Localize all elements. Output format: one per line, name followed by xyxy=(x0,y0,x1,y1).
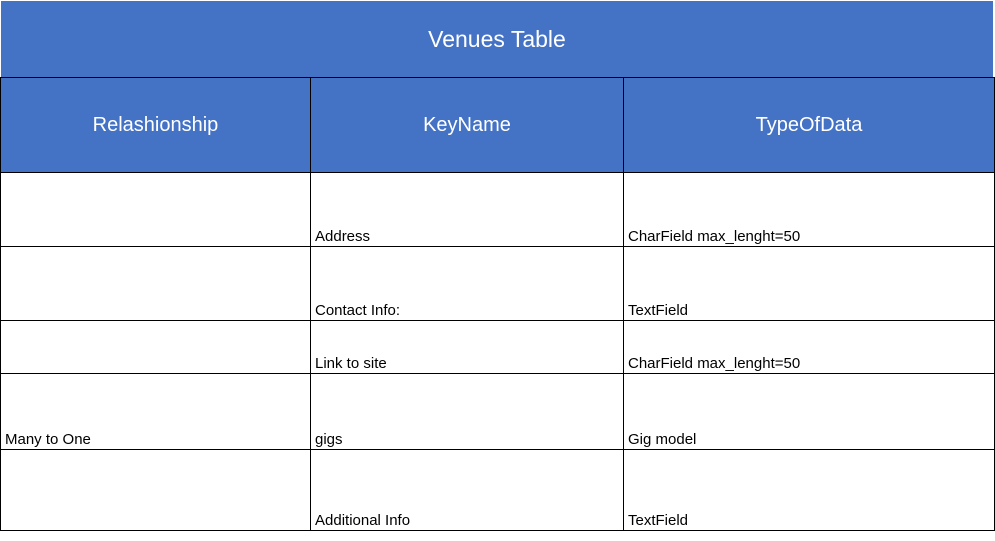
cell-keyname[interactable]: Contact Info: xyxy=(311,247,624,321)
cell-relationship[interactable] xyxy=(1,450,311,531)
cell-relationship[interactable] xyxy=(1,321,311,374)
cell-keyname[interactable]: Address xyxy=(311,173,624,247)
cell-relationship[interactable] xyxy=(1,173,311,247)
cell-relationship[interactable]: Many to One xyxy=(1,374,311,450)
column-header-typeofdata[interactable]: TypeOfData xyxy=(624,78,995,173)
cell-typeofdata[interactable]: CharField max_lenght=50 xyxy=(624,173,995,247)
cell-relationship[interactable] xyxy=(1,247,311,321)
table-row xyxy=(1,247,995,321)
table-title: Venues Table xyxy=(1,1,993,77)
column-header-keyname[interactable]: KeyName xyxy=(311,78,624,173)
table-row xyxy=(1,321,995,374)
table-row xyxy=(1,173,995,247)
cell-keyname[interactable]: Additional Info xyxy=(311,450,624,531)
cell-typeofdata[interactable]: TextField xyxy=(624,247,995,321)
cell-typeofdata[interactable]: TextField xyxy=(624,450,995,531)
table-row xyxy=(1,374,995,450)
table-row xyxy=(1,450,995,531)
venues-table xyxy=(0,77,995,531)
column-header-relationship[interactable]: Relashionship xyxy=(1,78,311,173)
cell-keyname[interactable]: Link to site xyxy=(311,321,624,374)
cell-keyname[interactable]: gigs xyxy=(311,374,624,450)
header-row xyxy=(1,78,995,173)
cell-typeofdata[interactable]: Gig model xyxy=(624,374,995,450)
cell-typeofdata[interactable]: CharField max_lenght=50 xyxy=(624,321,995,374)
